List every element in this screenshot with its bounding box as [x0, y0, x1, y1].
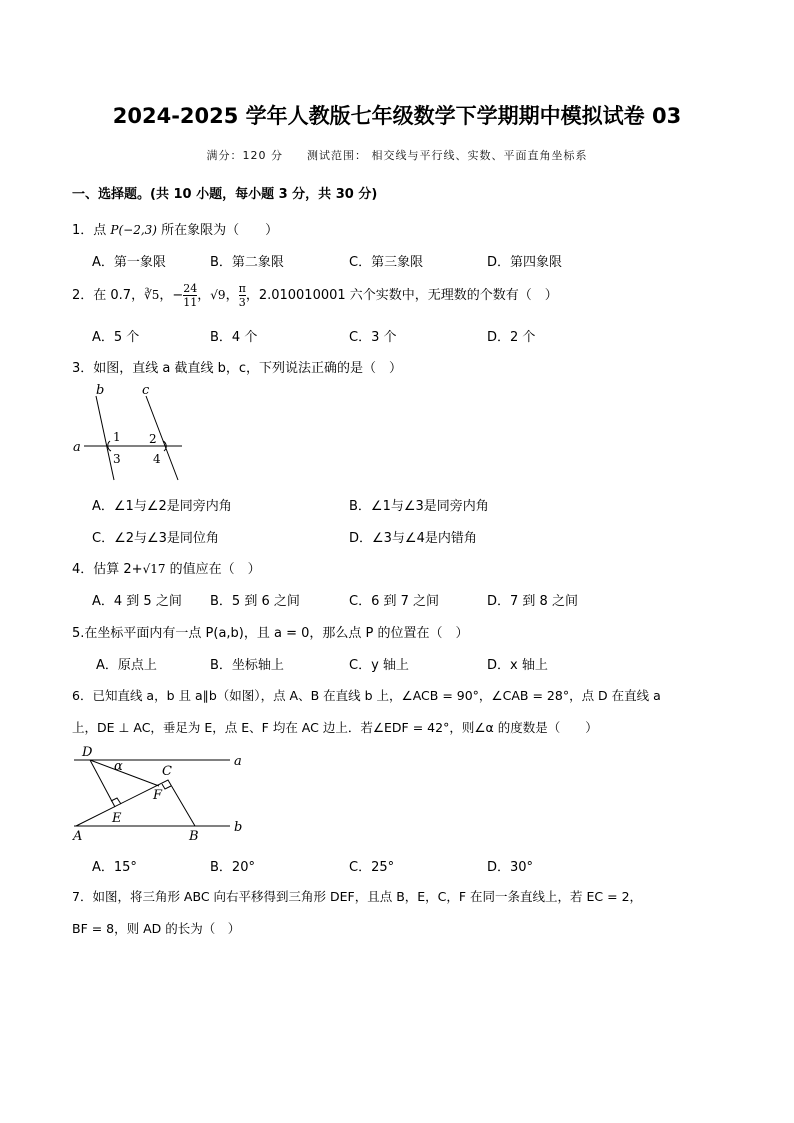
q3-option-b: B．∠1与∠3是同旁内角 [349, 499, 489, 514]
q4-option-c: C．6 到 7 之间 [349, 594, 440, 609]
q6-option-a: A．15° [92, 860, 137, 875]
numerator: 24 [183, 282, 198, 295]
label-c: C [162, 764, 172, 779]
right-angle-mark-c [162, 784, 171, 789]
page-title: 2024-2025 学年人教版七年级数学下学期期中模拟试卷 03 [112, 104, 682, 128]
q4-option-a: A．4 到 5 之间 [92, 594, 182, 609]
triangle-abc [76, 780, 195, 826]
question-2-prefix: 2．在 0.7， [72, 288, 145, 303]
q3-figure-parallel-lines [70, 380, 200, 490]
q1-option-c: C．第三象限 [349, 255, 424, 270]
label-b: b [234, 820, 243, 835]
q5-option-a: A．原点上 [96, 658, 157, 673]
section-heading: 一、选择题。(共 10 小题，每小题 3 分，共 30 分) [72, 187, 378, 202]
question-4-prefix: 4．估算 2+ [72, 562, 143, 577]
exam-info: 满分：120 分 测试范围： 相交线与平行线、实数、平面直角坐标系 [206, 149, 588, 162]
q3-option-d: D．∠3与∠4是内错角 [349, 531, 477, 546]
label-f: F [153, 788, 163, 803]
q2-option-d: D．2 个 [487, 330, 536, 345]
question-6-line-1: 6．已知直线 a，b 且 a∥b（如图），点 A、B 在直线 b 上，∠ACB = 90°，∠CAB = 28°，点 D 在直线 a [72, 688, 661, 703]
angle-1-label: 1 [113, 430, 121, 444]
question-4 [72, 558, 261, 577]
label-b-point: B [189, 829, 199, 844]
segment-de [90, 760, 115, 807]
question-1 [72, 219, 278, 238]
question-5: 5.在坐标平面内有一点 P(a,b)，且 a = 0，那么点 P 的位置在（ ） [72, 626, 469, 641]
question-7-line-1: 7．如图，将三角形 ABC 向右平移得到三角形 DEF，且点 B，E，C，F 在同一条直线上，若 EC = 2， [72, 889, 643, 904]
question-1-prefix: 1．点 [72, 223, 111, 238]
q5-option-b: B．坐标轴上 [210, 658, 284, 673]
label-alpha: α [114, 759, 123, 774]
q1-option-a: A．第一象限 [92, 255, 166, 270]
line-b [96, 396, 114, 480]
question-2-suffix: ，2.010010001 六个实数中，无理数的个数有（ ） [245, 288, 558, 303]
q2-option-b: B．4 个 [210, 330, 258, 345]
question-3: 3．如图，直线 a 截直线 b，c，下列说法正确的是（ ） [72, 361, 403, 376]
segment-df [90, 760, 159, 786]
label-a: a [234, 754, 242, 769]
q5-option-c: C．y 轴上 [349, 658, 409, 673]
fraction-24-11 [183, 282, 197, 309]
angle-2-label: 2 [149, 432, 157, 446]
q5-option-d: D．x 轴上 [487, 658, 548, 673]
q6-option-c: C．25° [349, 860, 395, 875]
question-1-suffix: 所在象限为（ ） [156, 223, 279, 238]
numerator: π [238, 282, 246, 295]
denominator: 3 [238, 296, 246, 309]
q1-option-d: D．第四象限 [487, 255, 563, 270]
sqrt-17: √17 [142, 562, 166, 576]
label-d: D [82, 745, 93, 760]
question-2 [72, 280, 558, 311]
separator: ， [197, 288, 211, 303]
fraction-pi-3 [239, 282, 246, 309]
label-e: E [112, 811, 122, 826]
q6-option-d: D．30° [487, 860, 534, 875]
q4-option-d: D．7 到 8 之间 [487, 594, 578, 609]
q6-figure-triangle [70, 742, 260, 844]
q3-option-a: A．∠1与∠2是同旁内角 [92, 499, 232, 514]
q3-option-c: C．∠2与∠3是同位角 [92, 531, 219, 546]
q2-option-c: C．3 个 [349, 330, 397, 345]
label-b: b [96, 383, 105, 398]
angle-4-label: 4 [153, 452, 161, 466]
angle-3-label: 3 [113, 452, 121, 466]
label-c: c [142, 383, 150, 398]
question-4-suffix: 的值应在（ ） [165, 562, 261, 577]
cube-root-5: ∛5 [144, 288, 160, 302]
sqrt-9: √9 [210, 288, 226, 302]
question-6-line-2: 上，DE ⊥ AC，垂足为 E，点 E、F 均在 AC 边上．若∠EDF = 42°，则∠α 的度数是（ ） [72, 720, 598, 735]
label-a: a [73, 440, 81, 455]
point-p-coords: P(−2,3) [110, 223, 157, 237]
label-a-point: A [73, 829, 83, 844]
denominator: 11 [183, 296, 198, 309]
q2-option-a: A．5 个 [92, 330, 140, 345]
separator: ，− [159, 288, 184, 303]
q1-option-b: B．第二象限 [210, 255, 284, 270]
q4-option-b: B．5 到 6 之间 [210, 594, 300, 609]
separator: ， [225, 288, 239, 303]
question-7-line-2: BF = 8，则 AD 的长为（ ） [72, 921, 241, 936]
q6-option-b: B．20° [210, 860, 255, 875]
